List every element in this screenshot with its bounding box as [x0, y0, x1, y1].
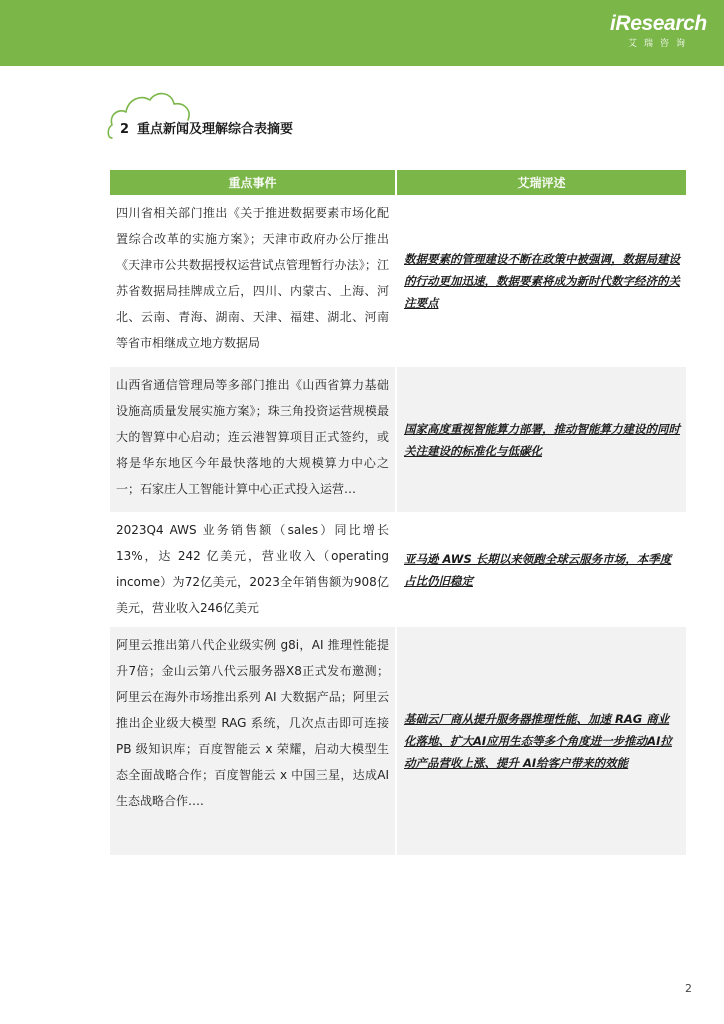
- comment-text: 基础云厂商从提升服务器推理性能、加速 RAG 商业化落地、扩大AI应用生态等多个角度进一步推动AI拉动产品营收上涨、提升 AI给客户带来的效能: [404, 712, 672, 770]
- header-bar: [0, 0, 724, 66]
- comment-cell: [397, 195, 686, 367]
- comment-cell: [397, 367, 686, 512]
- section-heading: [106, 82, 366, 146]
- table-header: [110, 170, 686, 195]
- comment-cell: [397, 627, 686, 855]
- comment-text: 数据要素的管理建设不断在政策中被强调，数据局建设的行动更加迅速，数据要素将成为新时代数字经济的关注要点: [404, 252, 680, 310]
- logo-brand-subtitle: 艾瑞咨询: [627, 39, 692, 49]
- iresearch-logo: [610, 12, 707, 50]
- section-title: [120, 118, 293, 137]
- comment-text: 亚马逊 AWS 长期以来领跑全球云服务市场，本季度占比仍旧稳定: [404, 551, 672, 588]
- column-header-iresearch-comments: 艾瑞评述: [517, 176, 566, 190]
- comment-text: 国家高度重视智能算力部署，推动智能算力建设的同时关注建设的标准化与低碳化: [404, 421, 680, 458]
- event-cell: 四川省相关部门推出《关于推进数据要素市场化配置综合改革的实施方案》；天津市政府办公厅推出《天津市公共数据授权运营试点管理暂行办法》；江苏省数据局挂牌成立后，四川、内蒙古、上海、河北、云南、青海、湖南、天津、福建、湖北、河南等省市相继成立地方数据局: [110, 195, 397, 367]
- column-header-key-events: 重点事件: [110, 170, 397, 195]
- logo-brand-name: iResearch: [610, 12, 707, 35]
- table-row: [110, 512, 686, 627]
- table-row: [110, 367, 686, 512]
- table-row: [110, 627, 686, 855]
- event-cell: 2023Q4 AWS 业务销售额（sales）同比增长13%，达 242 亿美元，营业收入（operating income）为72亿美元，2023全年销售额为908亿美元，营业收入246亿美元: [110, 512, 397, 627]
- news-summary-table: [110, 170, 686, 855]
- page-number: 2: [685, 982, 692, 995]
- event-cell: 阿里云推出第八代企业级实例 g8i，AI 推理性能提升7倍；金山云第八代云服务器X8正式发布邀测；阿里云在海外市场推出系列 AI 大数据产品；阿里云推出企业级大模型 RAG 系统，几次点击即可连接PB 级知识库；百度智能云 x 荣耀，启动大模型生态全面战略合作；百度智能云 x 中国三星，达成AI 生态战略合作….: [110, 627, 397, 855]
- section-number: 2: [120, 122, 130, 137]
- table-row: [110, 195, 686, 367]
- comment-cell: [397, 512, 686, 627]
- event-cell: 山西省通信管理局等多部门推出《山西省算力基础设施高质量发展实施方案》；珠三角投资运营规模最大的智算中心启动；连云港智算项目正式签约，或将是华东地区今年最快落地的大规模算力中心之一；石家庄人工智能计算中心正式投入运营…: [110, 367, 397, 512]
- section-title-text: 重点新闻及理解综合表摘要: [137, 122, 294, 137]
